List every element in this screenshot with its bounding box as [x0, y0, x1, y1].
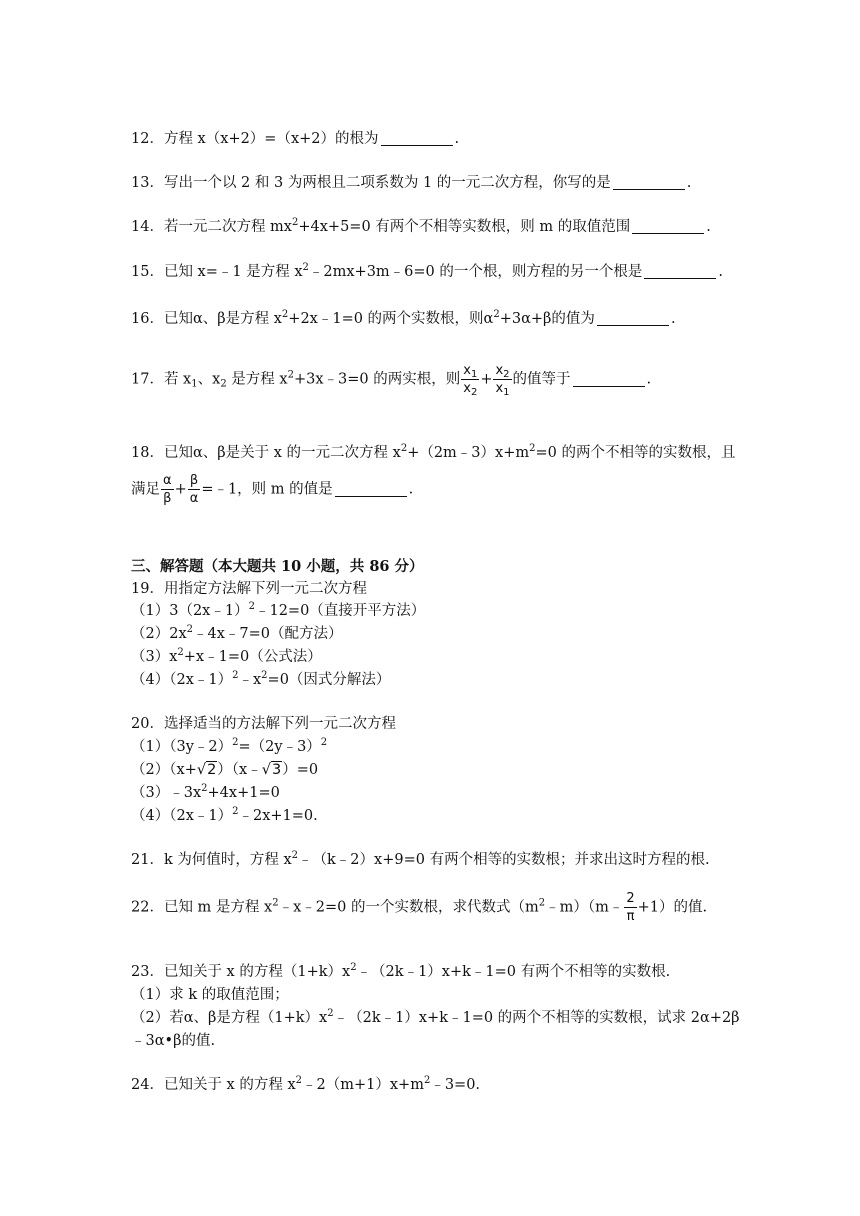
question-21: 21．k 为何值时，方程 $x^2﹣(k﹣2)x+9=0$ 有两个相等的实数根；并求出这时方程的根. [131, 850, 710, 868]
question-13 [131, 173, 691, 193]
question-20-item-3: $(3)﹣3x^2+4x+1=0$ [131, 783, 280, 801]
q15-text-b: ﹣2mx+3m﹣6=0 的一个根，则方程的另一个根是 [308, 264, 643, 280]
superscript: 2 [493, 309, 500, 320]
question-19-item-3: $(3)x^2+x﹣1=0$（公式法） [131, 647, 322, 665]
fraction-alpha-over-beta: $\frac{\alpha}{\beta}$ [163, 473, 172, 506]
question-20-item-1: （1）（3y﹣2）$^2$=（2y﹣3）$^2$ [131, 737, 328, 755]
question-19-item-4: $(4)(2x﹣1)^2﹣x^2=0$（因式分解法） [131, 670, 391, 688]
q17-text-d: +3x﹣3=0 的两实根，则 [293, 371, 461, 388]
question-23-line1: 23．已知关于 x 的方程$(1+k)x^2﹣(2k﹣1)x+k﹣1=0$ 有两个不相等的实数根. [131, 962, 671, 980]
q15-end: . [718, 264, 723, 280]
fraction-2-over-pi: $\frac{2}{\pi}$ [626, 891, 635, 924]
sqrt-3: √3 [261, 762, 282, 778]
q16-text-b: +2x﹣1=0 的两个实数根，则α [288, 311, 494, 327]
question-18-line1 [131, 443, 735, 463]
q16-text-c: +3α+β的值为 [499, 311, 595, 327]
answer-blank[interactable] [632, 219, 704, 234]
q14-text-b: +4x+5=0 有两个不相等实数根，则 m 的取值范围 [298, 219, 631, 235]
q12-end: . [454, 131, 460, 147]
question-17 [131, 362, 651, 397]
question-15 [131, 262, 723, 282]
q16-text-a: 16．已知α、β是方程 x [131, 311, 282, 327]
superscript: 2 [529, 443, 536, 454]
q17-text-b: 、x [197, 371, 221, 388]
q15-text-a: 15．已知 x=﹣1 是方程 x [131, 264, 303, 280]
q18-text-e: =﹣1，则 m 的值是 [201, 481, 333, 498]
q18-text-b: +（2m﹣3）x+m [407, 445, 530, 461]
question-20-item-2: （2）（x+√2）（x﹣√3）=0 [131, 762, 319, 778]
subscript: 2 [220, 378, 227, 390]
question-16 [131, 309, 676, 329]
q13-end: . [686, 175, 692, 191]
sqrt-2: √2 [196, 762, 217, 778]
q18-text-a: 18．已知α、β是关于 x 的一元二次方程 x [131, 445, 401, 461]
question-18-line2 [131, 472, 413, 507]
answer-blank[interactable] [573, 372, 645, 387]
q14-end: . [706, 219, 711, 235]
fraction-x2-over-x1: $\frac{x_2}{x_1}$ [495, 363, 510, 398]
q17-text-c: 是方程 x [226, 371, 288, 388]
q17-end: . [646, 371, 652, 388]
superscript: 2 [302, 262, 309, 273]
answer-blank[interactable] [613, 175, 685, 190]
plus-sign: + [480, 371, 493, 388]
answer-blank[interactable] [335, 482, 407, 497]
fraction-beta-over-alpha: $\frac{\beta}{\alpha}$ [189, 473, 199, 506]
answer-blank[interactable] [644, 264, 716, 279]
plus-sign: + [174, 481, 187, 498]
q12-text: 12．方程 x（x+2）=（x+2）的根为 [131, 131, 379, 147]
q18-text-c: =0 的两个不相等的实数根，且 [535, 445, 736, 461]
question-19-title: 19．用指定方法解下列一元二次方程 [131, 581, 367, 597]
subscript: 1 [191, 378, 198, 390]
section-3-title: 三、解答题（本大题共 10 小题，共 86 分） [131, 558, 424, 575]
q14-text-a: 14．若一元二次方程 mx [131, 219, 292, 235]
q18-end: . [408, 481, 414, 498]
question-23-line3: （2）若α、β是方程$(1+k)x^2﹣(2k﹣1)x+k﹣1=0$ 的两个不相等的实数根，试求 2α+2β [131, 1008, 740, 1026]
q17-text-a: 17．若 x [131, 371, 192, 388]
question-24: 24．已知关于 x 的方程 $x^2﹣2(m+1)x+m^2﹣3=0$. [131, 1075, 481, 1093]
question-22: 22．已知 m 是方程 $x^2﹣x﹣2=0$ 的一个实数根，求代数式$(m^2﹣m)(m﹣$ $\frac{2}{\pi}$ +1）的值. [131, 891, 708, 924]
question-20-title: 20．选择适当的方法解下列一元二次方程 [131, 716, 396, 732]
q17-text-e: 的值等于 [512, 371, 571, 388]
answer-blank[interactable] [381, 131, 453, 146]
question-23-line4: ﹣3α•β的值. [131, 1033, 216, 1049]
question-19-item-2: $(2)2x^2﹣4x﹣7=0$（配方法） [131, 624, 343, 642]
question-23-line2: （1）求 k 的取值范围； [131, 987, 289, 1003]
fraction-x1-over-x2: $\frac{x_1}{x_2}$ [463, 363, 478, 398]
superscript: 2 [400, 443, 408, 454]
superscript: 2 [292, 217, 299, 228]
q16-end: . [670, 311, 676, 327]
question-19-item-1: （1）3（2x﹣1）$^2$﹣12=0（直接开平方法） [131, 601, 426, 619]
question-14 [131, 217, 711, 237]
question-12 [131, 129, 459, 149]
q18-text-d: 满足 [131, 481, 160, 498]
answer-blank[interactable] [597, 311, 669, 326]
superscript: 2 [287, 369, 294, 381]
question-20-item-4: （4）（2x﹣1）$^2$﹣2x+1=0. [131, 806, 318, 824]
q13-text: 13．写出一个以 2 和 3 为两根且二项系数为 1 的一元二次方程，你写的是 [131, 175, 611, 191]
superscript: 2 [281, 309, 289, 320]
